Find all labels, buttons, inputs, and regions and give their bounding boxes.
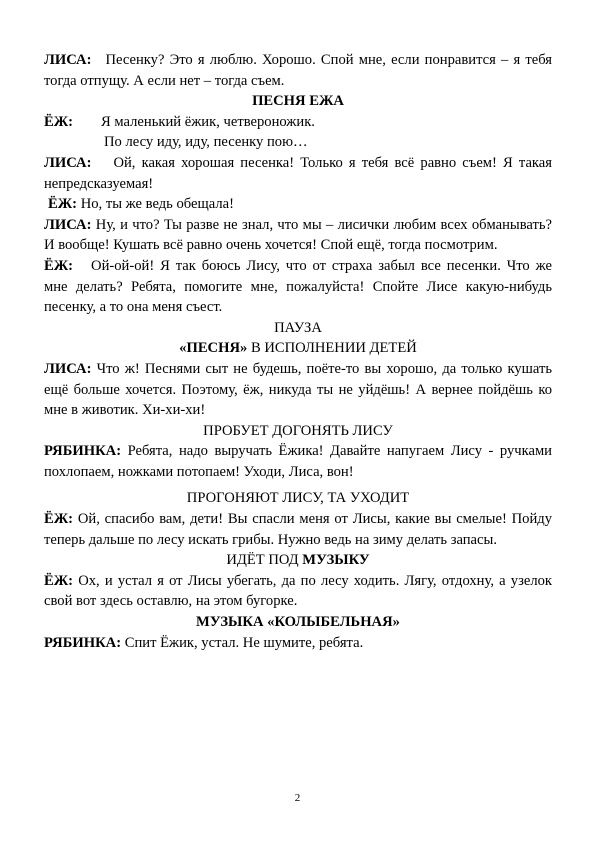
speaker: РЯБИНКА: — [44, 443, 122, 460]
line-text: Я маленький ёжик, четвероножик. — [101, 113, 315, 130]
stage-heading: ПЕСНЯ ЕЖА — [252, 93, 344, 110]
line-text: Ну, и что? Ты разве не знал, что мы – лисички любим всех обманывать? И вообще! Кушать всё равно очень хочется! Спой ещё, тогда посмотрим. — [44, 216, 552, 254]
dialogue-line — [44, 153, 552, 194]
line-text: Что ж! Песнями сыт не будешь, поёте-то вы хорошо, да только кушать ещё больше хочется. Поэтому, ёж, никуда ты не уйдёшь! А вернее пойдёшь ко мне в животик. Хи-хи-хи! — [44, 360, 552, 419]
dialogue-line — [44, 509, 552, 550]
stage-heading: ПАУЗА — [274, 319, 322, 336]
heading-rest-part: ИДЁТ ПОД — [226, 552, 299, 569]
dialogue-line — [44, 359, 552, 421]
stage-heading — [44, 550, 552, 571]
speaker: ЁЖ: — [48, 196, 78, 213]
line-text: Но, ты же ведь обещала! — [80, 196, 234, 213]
script-page — [44, 50, 552, 653]
speaker: ЁЖ: — [44, 257, 74, 274]
speaker: ЛИСА: — [44, 154, 92, 171]
stage-heading: МУЗЫКА «КОЛЫБЕЛЬНАЯ» — [196, 614, 400, 631]
dialogue-line — [44, 215, 552, 256]
speaker: РЯБИНКА: — [44, 634, 122, 651]
line-text: Спит Ёжик, устал. Не шумите, ребята. — [124, 634, 364, 651]
dialogue-line — [44, 256, 552, 318]
line-text: Ох, и устал я от Лисы убегать, да по лесу ходить. Лягу, отдохну, а узелок свой вот здесь оставлю, на этом бугорке. — [44, 572, 552, 610]
heading-bold-part: «ПЕСНЯ» — [179, 340, 248, 357]
speaker: ЛИСА: — [44, 360, 92, 377]
dialogue-line — [44, 112, 552, 133]
heading-bold-part: МУЗЫКУ — [302, 552, 370, 569]
stage-heading — [44, 338, 552, 359]
song-line: По лесу иду, иду, песенку пою… — [104, 134, 308, 151]
dialogue-line — [44, 194, 552, 215]
stage-heading: ПРОБУЕТ ДОГОНЯТЬ ЛИСУ — [203, 422, 393, 439]
line-text: Ой, спасибо вам, дети! Вы спасли меня от Лисы, какие вы смелые! Пойду теперь дальше по лесу искать грибы. Нужно ведь на зиму делать запасы. — [44, 511, 552, 548]
speaker: ЁЖ: — [44, 572, 74, 589]
line-text: Ребята, надо выручать Ёжика! Давайте напугаем Лису - ручками похлопаем, ножками потопаем! Уходи, Лиса, вон! — [44, 443, 552, 480]
speaker: ЛИСА: — [44, 216, 92, 233]
dialogue-line — [44, 571, 552, 612]
line-text: Ой, какая хорошая песенка! Только я тебя всё равно съем! Я такая непредсказуемая! — [44, 154, 552, 192]
dialogue-line — [44, 633, 552, 654]
page-number: 2 — [294, 792, 301, 804]
speaker: ЁЖ: — [44, 511, 74, 528]
dialogue-line — [44, 441, 552, 482]
speaker: ЁЖ: — [44, 113, 74, 130]
line-text: Ой-ой-ой! Я так боюсь Лису, что от страха забыл все песенки. Что же мне делать? Ребята, помогите мне, пожалуйста! Спойте Лисе какую-нибудь песенку, а то она меня съест. — [44, 257, 552, 316]
dialogue-line — [44, 50, 552, 91]
line-text: Песенку? Это я люблю. Хорошо. Спой мне, если понравится – я тебя тогда отпущу. А если нет – тогда съем. — [44, 52, 552, 89]
stage-heading: ПРОГОНЯЮТ ЛИСУ, ТА УХОДИТ — [186, 490, 410, 507]
heading-rest-part: В ИСПОЛНЕНИИ ДЕТЕЙ — [250, 340, 417, 357]
speaker: ЛИСА: — [44, 52, 92, 68]
